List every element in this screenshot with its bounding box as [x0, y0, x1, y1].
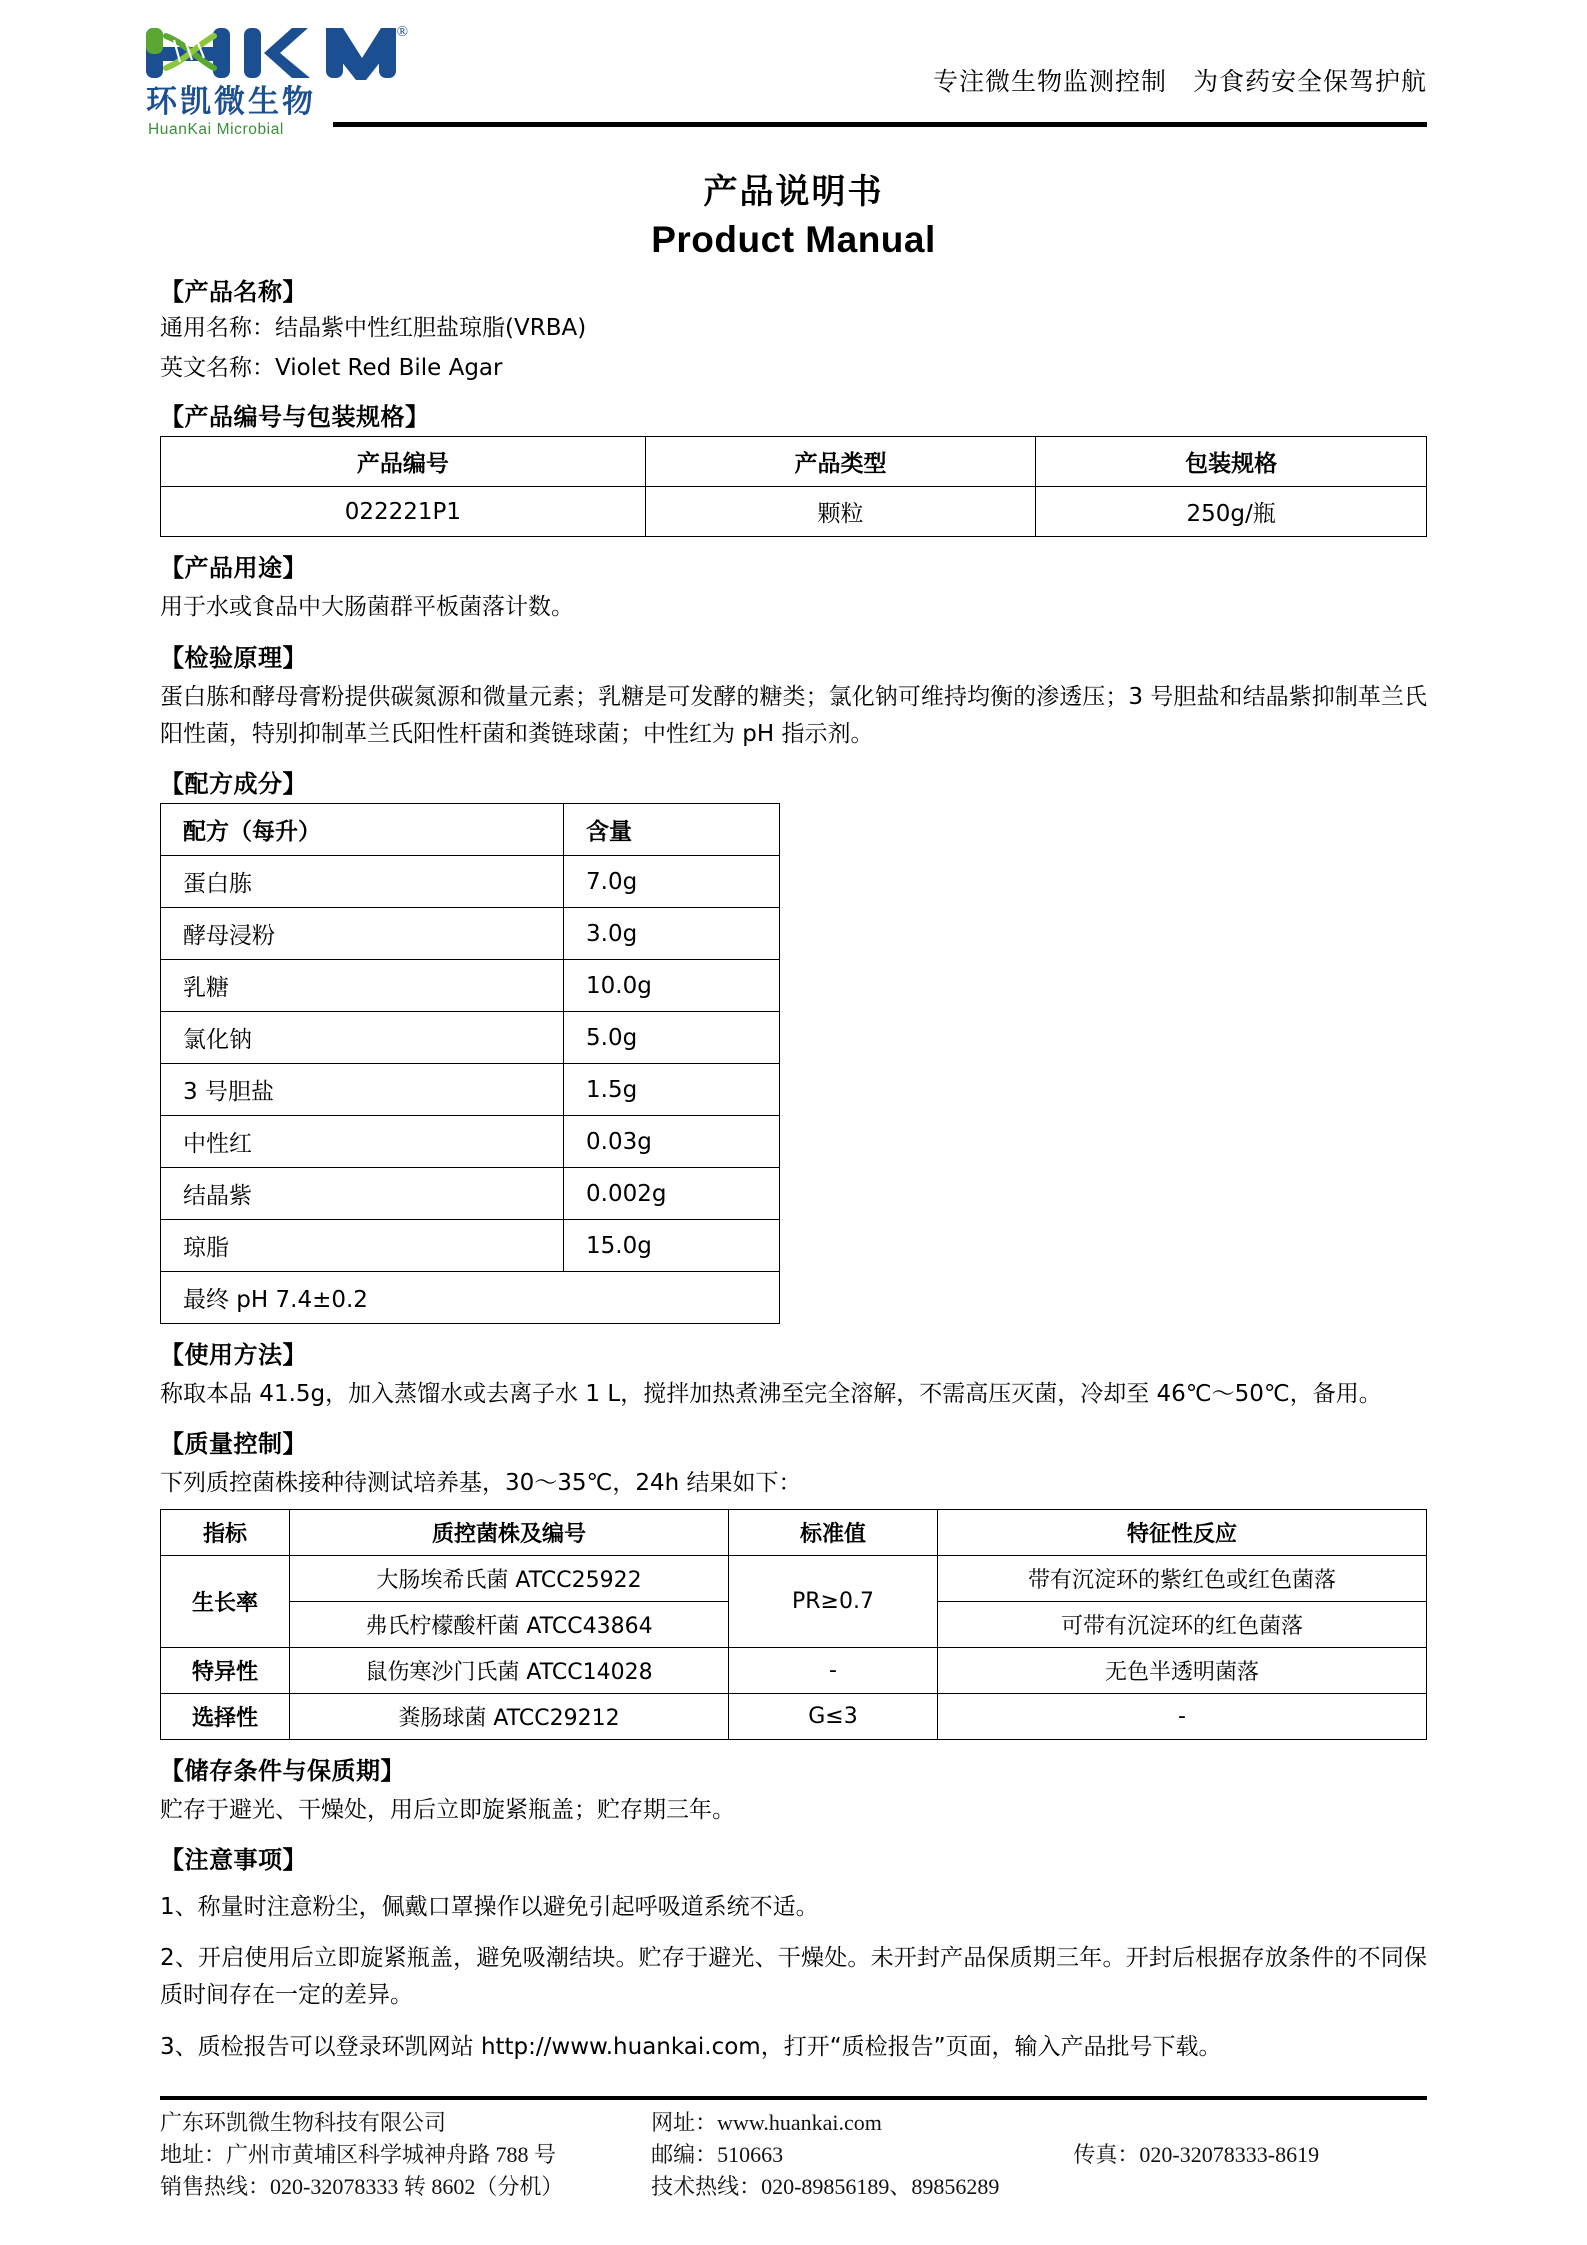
- formula-amount: 0.002g: [564, 1168, 780, 1220]
- footer-column-fax: [1073, 2107, 1427, 2203]
- formula-table: [160, 803, 780, 1324]
- qc-strain: 大肠埃希氏菌 ATCC25922: [290, 1555, 729, 1601]
- qc-strain: 粪肠球菌 ATCC29212: [290, 1693, 729, 1739]
- footer-spacer: [1073, 2107, 1427, 2139]
- qc-strain: 鼠伤寒沙门氏菌 ATCC14028: [290, 1647, 729, 1693]
- footer-tech-value: 020-89856189、89856289: [761, 2174, 1000, 2200]
- footer-sales-value: 020-32078333 转 8602（分机）: [270, 2174, 564, 2200]
- spec-col-code: 产品编号: [161, 437, 646, 487]
- table-row: [161, 960, 780, 1012]
- page-title-english: Product Manual: [651, 219, 936, 260]
- section-heading-formula: 【配方成分】: [160, 770, 307, 799]
- section-heading-principle: 【检验原理】: [160, 643, 307, 672]
- table-row: [161, 487, 1427, 537]
- table-row: [161, 1693, 1427, 1739]
- logo-english-name: HuanKai Microbial: [148, 120, 284, 138]
- qc-standard: G≤3: [729, 1693, 938, 1739]
- spec-col-package: 包装规格: [1036, 437, 1427, 487]
- table-row: [161, 856, 780, 908]
- hkm-logo-icon: [140, 22, 412, 84]
- purpose-text: 用于水或食品中大肠菌群平板菌落计数。: [160, 594, 574, 621]
- principle-text: 蛋白胨和酵母膏粉提供碳氮源和微量元素；乳糖是可发酵的糖类；氯化钠可维持均衡的渗透压；3 号胆盐和结晶紫抑制革兰氏阳性菌，特别抑制革兰氏阳性杆菌和粪链球菌；中性红为 pH 指示剂。: [160, 683, 1427, 747]
- qc-col-standard: 标准值: [729, 1509, 938, 1555]
- qc-col-index: 指标: [161, 1509, 290, 1555]
- formula-ingredient: 琼脂: [161, 1220, 564, 1272]
- precaution-item: 1、称量时注意粉尘，佩戴口罩操作以避免引起呼吸道系统不适。: [160, 1893, 819, 1920]
- section-heading-purpose: 【产品用途】: [160, 554, 307, 583]
- footer-content: [160, 2107, 1427, 2203]
- section-heading-product-name: 【产品名称】: [160, 278, 307, 306]
- qc-index-specificity: 特异性: [161, 1647, 290, 1693]
- spec-col-type: 产品类型: [645, 437, 1036, 487]
- formula-amount: 15.0g: [564, 1220, 780, 1272]
- method-text: 称取本品 41.5g，加入蒸馏水或去离子水 1 L，搅拌加热煮沸至完全溶解，不需高压灭菌，冷却至 46℃～50℃，备用。: [160, 1381, 1382, 1408]
- footer-website-label: 网址：: [651, 2110, 718, 2136]
- formula-amount: 1.5g: [564, 1064, 780, 1116]
- footer-website-value: www.huankai.com: [717, 2110, 882, 2136]
- storage-text: 贮存于避光、干燥处，用后立即旋紧瓶盖；贮存期三年。: [160, 1796, 735, 1823]
- quality-control-table: [160, 1509, 1427, 1740]
- section-heading-precautions: 【注意事项】: [160, 1845, 307, 1874]
- formula-amount: 5.0g: [564, 1012, 780, 1064]
- formula-ingredient: 3 号胆盐: [161, 1064, 564, 1116]
- footer-fax-value: 020-32078333-8619: [1139, 2142, 1320, 2168]
- english-name-label: 英文名称：: [160, 354, 275, 381]
- formula-amount: 10.0g: [564, 960, 780, 1012]
- formula-amount: 0.03g: [564, 1116, 780, 1168]
- formula-ingredient: 中性红: [161, 1116, 564, 1168]
- qc-reaction: -: [938, 1693, 1427, 1739]
- table-row: [161, 1012, 780, 1064]
- table-row: [161, 1220, 780, 1272]
- precaution-item: 3、质检报告可以登录环凯网站 http://www.huankai.com，打开“质检报告”页面，输入产品批号下载。: [160, 2033, 1222, 2060]
- english-name-row: [160, 351, 1427, 387]
- table-header-row: [161, 1509, 1427, 1555]
- footer-divider: [160, 2096, 1427, 2100]
- footer-zip-label: 邮编：: [651, 2142, 718, 2168]
- footer-column-contact: [651, 2107, 1073, 2203]
- qc-standard: -: [729, 1647, 938, 1693]
- table-row-final-ph: [161, 1272, 780, 1324]
- header-divider: [333, 122, 1427, 127]
- footer-address: [160, 2139, 651, 2171]
- page-footer: [160, 2096, 1427, 2203]
- footer-website: [651, 2107, 1073, 2139]
- table-row: [161, 1647, 1427, 1693]
- footer-zip: [651, 2139, 1073, 2171]
- section-heading-quality-control: 【质量控制】: [160, 1430, 307, 1459]
- qc-col-reaction: 特征性反应: [938, 1509, 1427, 1555]
- page-header: [146, 0, 1427, 140]
- footer-address-label: 地址：: [160, 2142, 227, 2168]
- table-row: [161, 1116, 780, 1168]
- qc-index-selectivity: 选择性: [161, 1693, 290, 1739]
- logo-chinese-name: 环凯微生物: [146, 84, 316, 120]
- table-row: [161, 908, 780, 960]
- english-name-value: Violet Red Bile Agar: [275, 354, 503, 381]
- section-heading-spec: 【产品编号与包装规格】: [160, 403, 430, 432]
- table-row: [161, 1168, 780, 1220]
- qc-reaction: 可带有沉淀环的红色菌落: [938, 1601, 1427, 1647]
- qc-strain: 弗氏柠檬酸杆菌 ATCC43864: [290, 1601, 729, 1647]
- qc-standard: PR≥0.7: [729, 1555, 938, 1647]
- formula-final-ph: 最终 pH 7.4±0.2: [161, 1272, 780, 1324]
- section-heading-method: 【使用方法】: [160, 1341, 307, 1370]
- table-header-row: [161, 804, 780, 856]
- formula-col-name: 配方（每升）: [161, 804, 564, 856]
- formula-amount: 3.0g: [564, 908, 780, 960]
- generic-name-value: 结晶紫中性红胆盐琼脂(VRBA): [275, 315, 587, 341]
- footer-company-name: 广东环凯微生物科技有限公司: [160, 2110, 447, 2136]
- footer-sales-hotline: [160, 2171, 651, 2203]
- qc-reaction: 带有沉淀环的紫红色或红色菌落: [938, 1555, 1427, 1601]
- precaution-item: 2、开启使用后立即旋紧瓶盖，避免吸潮结块。贮存于避光、干燥处。未开封产品保质期三年。开封后根据存放条件的不同保质时间存在一定的差异。: [160, 1945, 1427, 2009]
- formula-ingredient: 蛋白胨: [161, 856, 564, 908]
- generic-name-row: [160, 311, 1427, 347]
- footer-fax-label: 传真：: [1073, 2142, 1140, 2168]
- qc-reaction: 无色半透明菌落: [938, 1647, 1427, 1693]
- spec-value-type: 颗粒: [645, 487, 1036, 537]
- footer-sales-label: 销售热线：: [160, 2174, 271, 2200]
- table-header-row: [161, 437, 1427, 487]
- spec-value-package: 250g/瓶: [1036, 487, 1427, 537]
- generic-name-label: 通用名称：: [160, 315, 275, 341]
- formula-ingredient: 酵母浸粉: [161, 908, 564, 960]
- header-tagline: 专注微生物监测控制 为食药安全保驾护航: [932, 67, 1427, 96]
- footer-fax: [1073, 2139, 1427, 2171]
- company-logo: [140, 22, 450, 138]
- section-heading-storage: 【储存条件与保质期】: [160, 1756, 405, 1785]
- spec-table: [160, 436, 1427, 537]
- footer-tech-hotline: [651, 2171, 1073, 2203]
- formula-ingredient: 乳糖: [161, 960, 564, 1012]
- footer-address-value: 广州市黄埔区科学城神舟路 788 号: [226, 2142, 557, 2168]
- table-row: [161, 1555, 1427, 1601]
- registered-trademark-icon: ®: [396, 24, 408, 40]
- page-title-chinese: 产品说明书: [703, 172, 884, 212]
- quality-control-intro: 下列质控菌株接种待测试培养基，30～35℃，24h 结果如下：: [160, 1470, 802, 1497]
- qc-col-strain: 质控菌株及编号: [290, 1509, 729, 1555]
- formula-ingredient: 结晶紫: [161, 1168, 564, 1220]
- spec-value-code: 022221P1: [161, 487, 646, 537]
- footer-tech-label: 技术热线：: [651, 2174, 762, 2200]
- formula-amount: 7.0g: [564, 856, 780, 908]
- footer-column-company: [160, 2107, 651, 2203]
- formula-ingredient: 氯化钠: [161, 1012, 564, 1064]
- footer-zip-value: 510663: [717, 2142, 784, 2168]
- table-row: [161, 1064, 780, 1116]
- formula-col-amount: 含量: [564, 804, 780, 856]
- qc-index-growth-rate: 生长率: [161, 1555, 290, 1647]
